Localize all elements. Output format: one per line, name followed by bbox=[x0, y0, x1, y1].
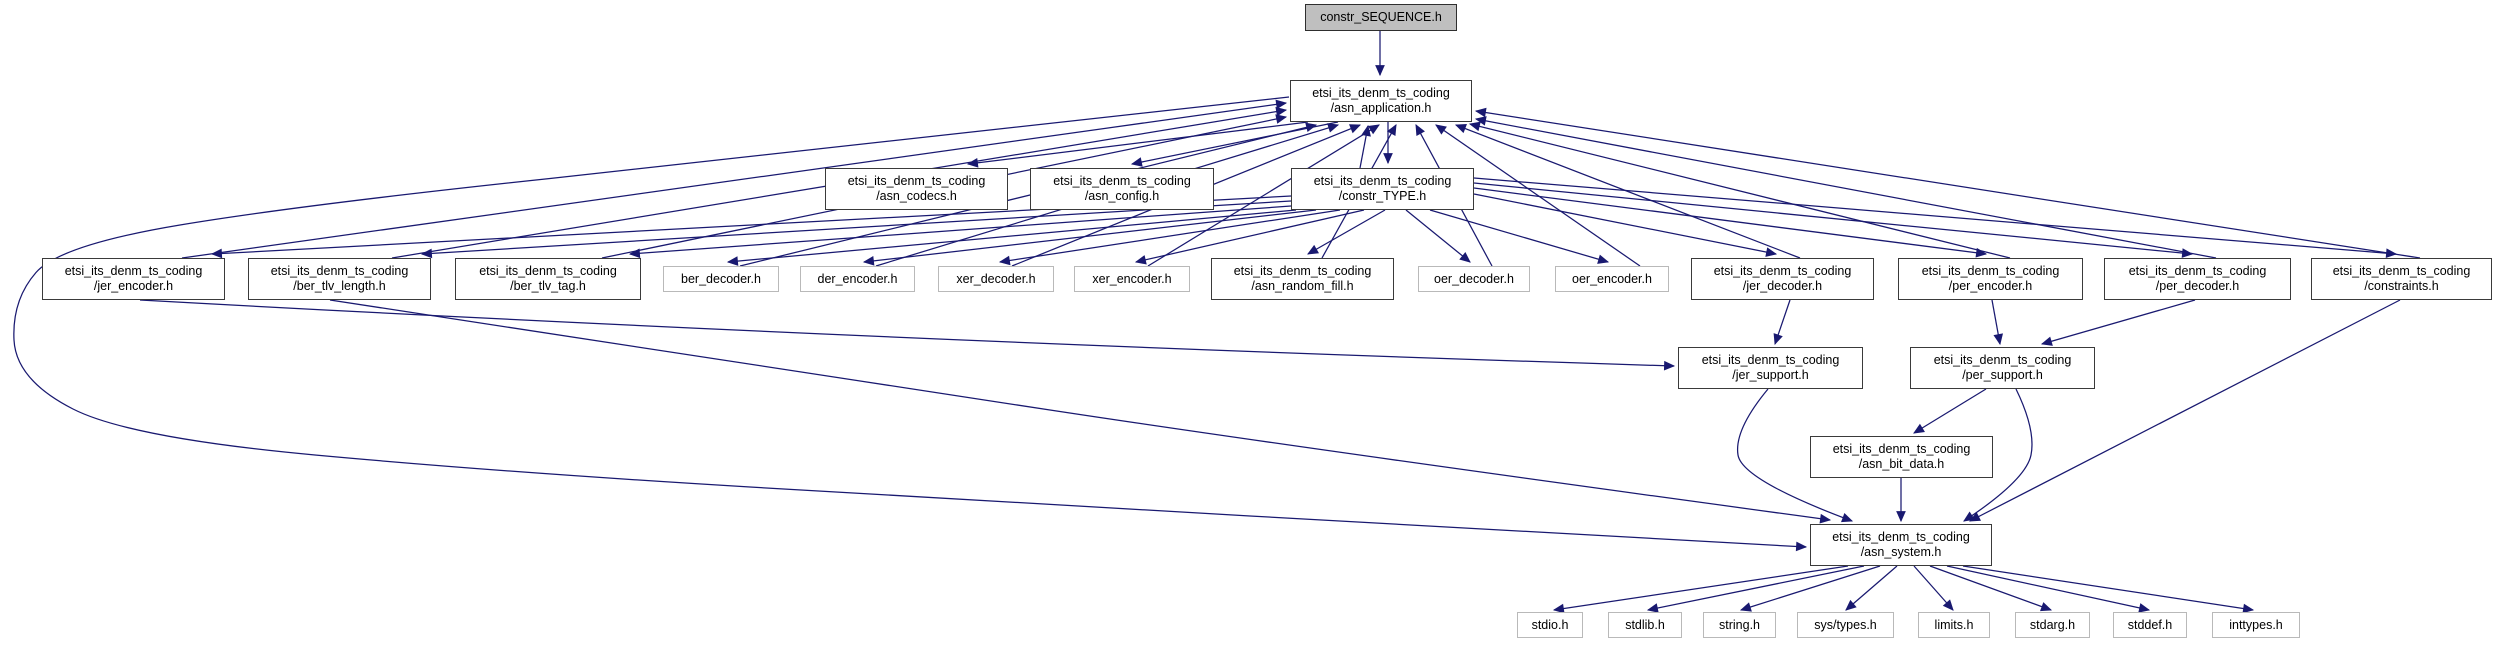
edge-constr-type-h--per-decoder-h bbox=[1474, 183, 2192, 254]
node-oer-encoder-h bbox=[1555, 266, 1669, 292]
node-sys-types-h bbox=[1797, 612, 1894, 638]
node-per-encoder-h[interactable] bbox=[1898, 258, 2083, 300]
edge-asn-system-h--stddef-h bbox=[1947, 566, 2149, 610]
node-label-line: etsi_its_denm_ts_coding bbox=[2128, 264, 2267, 278]
node-label-line: /jer_support.h bbox=[1732, 368, 1809, 382]
edge-ber-tlv-length-h--asn-system-h bbox=[330, 300, 1830, 520]
node-label-line: /per_encoder.h bbox=[1948, 279, 2033, 293]
node-asn-random-fill-h[interactable] bbox=[1211, 258, 1394, 300]
edge-constr-type-h--oer-decoder-h bbox=[1406, 210, 1470, 262]
edge-constr-type-h--asn-random-fill-h bbox=[1308, 210, 1385, 254]
node-asn-application-h[interactable] bbox=[1290, 80, 1472, 122]
node-ber-tlv-length-h[interactable] bbox=[248, 258, 431, 300]
node-label-line: /asn_codecs.h bbox=[876, 189, 957, 203]
node-label-line: etsi_its_denm_ts_coding bbox=[847, 174, 986, 188]
node-label-line: etsi_its_denm_ts_coding bbox=[1832, 530, 1970, 544]
edge-constraints-h--asn-system-h bbox=[1970, 300, 2400, 521]
edge-asn-system-h--string-h bbox=[1741, 566, 1880, 610]
node-label-line: etsi_its_denm_ts_coding bbox=[1312, 86, 1450, 100]
node-label-line: xer_encoder.h bbox=[1092, 271, 1172, 286]
node-der-encoder-h bbox=[800, 266, 915, 292]
node-label-line: /jer_decoder.h bbox=[1742, 279, 1823, 293]
node-label-line: /asn_bit_data.h bbox=[1858, 457, 1945, 471]
node-asn-system-h[interactable] bbox=[1810, 524, 1992, 566]
node-xer-decoder-h bbox=[938, 266, 1054, 292]
node-label-line: oer_encoder.h bbox=[1572, 271, 1652, 286]
node-oer-decoder-h bbox=[1418, 266, 1530, 292]
edge-jer-decoder-h--asn-application-h bbox=[1456, 125, 1800, 258]
node-label-line: limits.h bbox=[1934, 617, 1974, 632]
edge-per-decoder-h--per-support-h bbox=[2042, 300, 2195, 344]
node-inttypes-h bbox=[2212, 612, 2300, 638]
node-stdarg-h bbox=[2015, 612, 2090, 638]
node-jer-decoder-h[interactable] bbox=[1691, 258, 1874, 300]
node-label-line: stddef.h bbox=[2127, 617, 2173, 632]
node-ber-decoder-h bbox=[663, 266, 779, 292]
node-label-line: oer_decoder.h bbox=[1434, 271, 1514, 286]
edge-asn-system-h--stdio-h bbox=[1554, 566, 1848, 610]
node-label-line: /constr_TYPE.h bbox=[1338, 189, 1427, 203]
node-stdlib-h bbox=[1608, 612, 1682, 638]
edge-constr-type-h--oer-encoder-h bbox=[1430, 210, 1608, 262]
node-label-line: constr_SEQUENCE.h bbox=[1320, 10, 1442, 24]
node-asn-codecs-h[interactable] bbox=[825, 168, 1008, 210]
node-asn-config-h[interactable] bbox=[1030, 168, 1214, 210]
node-label-line: /constraints.h bbox=[2364, 279, 2439, 293]
node-per-support-h[interactable] bbox=[1910, 347, 2095, 389]
node-label-line: stdarg.h bbox=[2029, 617, 2076, 632]
edge-constr-type-h--per-encoder-h bbox=[1474, 188, 1986, 254]
edge-jer-encoder-h--jer-support-h bbox=[140, 300, 1674, 366]
node-ber-tlv-tag-h[interactable] bbox=[455, 258, 641, 300]
node-label-line: stdlib.h bbox=[1625, 617, 1665, 632]
node-label-line: der_encoder.h bbox=[817, 271, 898, 286]
node-constr-type-h[interactable] bbox=[1291, 168, 1474, 210]
node-label-line: etsi_its_denm_ts_coding bbox=[1933, 353, 2072, 367]
node-string-h bbox=[1703, 612, 1776, 638]
edge-asn-system-h--inttypes-h bbox=[1963, 566, 2253, 610]
node-label-line: etsi_its_denm_ts_coding bbox=[479, 264, 617, 278]
edge-per-support-h--asn-bit-data-h bbox=[1914, 389, 1986, 433]
edge-jer-decoder-h--jer-support-h bbox=[1775, 300, 1790, 344]
node-label-line: /ber_tlv_length.h bbox=[293, 279, 386, 293]
node-label-line: sys/types.h bbox=[1814, 617, 1877, 632]
edge-per-encoder-h--per-support-h bbox=[1992, 300, 2000, 344]
node-label-line: /per_decoder.h bbox=[2155, 279, 2240, 293]
node-label-line: /asn_config.h bbox=[1084, 189, 1160, 203]
node-label-line: inttypes.h bbox=[2229, 617, 2283, 632]
node-xer-encoder-h bbox=[1074, 266, 1190, 292]
node-label-line: etsi_its_denm_ts_coding bbox=[1053, 174, 1191, 188]
node-label-line: etsi_its_denm_ts_coding bbox=[270, 264, 409, 278]
node-label-line: etsi_its_denm_ts_coding bbox=[1921, 264, 2060, 278]
node-label-line: /asn_system.h bbox=[1860, 545, 1942, 559]
node-per-decoder-h[interactable] bbox=[2104, 258, 2291, 300]
node-label-line: etsi_its_denm_ts_coding bbox=[1701, 353, 1840, 367]
edge-asn-system-h--sys-types-h bbox=[1846, 566, 1897, 610]
node-constraints-h[interactable] bbox=[2311, 258, 2492, 300]
edge-asn-system-h--stdlib-h bbox=[1648, 566, 1864, 610]
node-stdio-h bbox=[1517, 612, 1583, 638]
edge-constr-type-h--constraints-h bbox=[1474, 178, 2396, 254]
edge-constr-type-h--jer-decoder-h bbox=[1474, 194, 1776, 254]
node-label-line: etsi_its_denm_ts_coding bbox=[2332, 264, 2471, 278]
node-label-line: etsi_its_denm_ts_coding bbox=[1233, 264, 1372, 278]
edge-per-decoder-h--asn-application-h bbox=[1476, 119, 2216, 258]
node-label-line: xer_decoder.h bbox=[956, 271, 1036, 286]
node-label-line: etsi_its_denm_ts_coding bbox=[1832, 442, 1971, 456]
node-label-line: /asn_random_fill.h bbox=[1251, 279, 1354, 293]
node-jer-encoder-h[interactable] bbox=[42, 258, 225, 300]
node-label-line: /asn_application.h bbox=[1330, 101, 1432, 115]
edge-asn-application-h--asn-codecs-h bbox=[968, 122, 1308, 164]
node-label-line: /per_support.h bbox=[1962, 368, 2043, 382]
node-limits-h bbox=[1918, 612, 1990, 638]
node-constr-sequence-h bbox=[1305, 4, 1457, 31]
node-label-line: ber_decoder.h bbox=[681, 271, 761, 286]
edge-constraints-h--asn-application-h bbox=[1476, 111, 2420, 258]
node-label-line: stdio.h bbox=[1531, 617, 1569, 632]
node-label-line: etsi_its_denm_ts_coding bbox=[64, 264, 203, 278]
node-label-line: etsi_its_denm_ts_coding bbox=[1713, 264, 1852, 278]
edge-asn-system-h--stdarg-h bbox=[1930, 566, 2051, 610]
node-stddef-h bbox=[2113, 612, 2187, 638]
node-asn-bit-data-h[interactable] bbox=[1810, 436, 1993, 478]
node-label-line: /ber_tlv_tag.h bbox=[510, 279, 586, 293]
node-label-line: etsi_its_denm_ts_coding bbox=[1313, 174, 1452, 188]
node-label-line: string.h bbox=[1719, 617, 1760, 632]
node-jer-support-h[interactable] bbox=[1678, 347, 1863, 389]
node-label-line: /jer_encoder.h bbox=[93, 279, 174, 293]
